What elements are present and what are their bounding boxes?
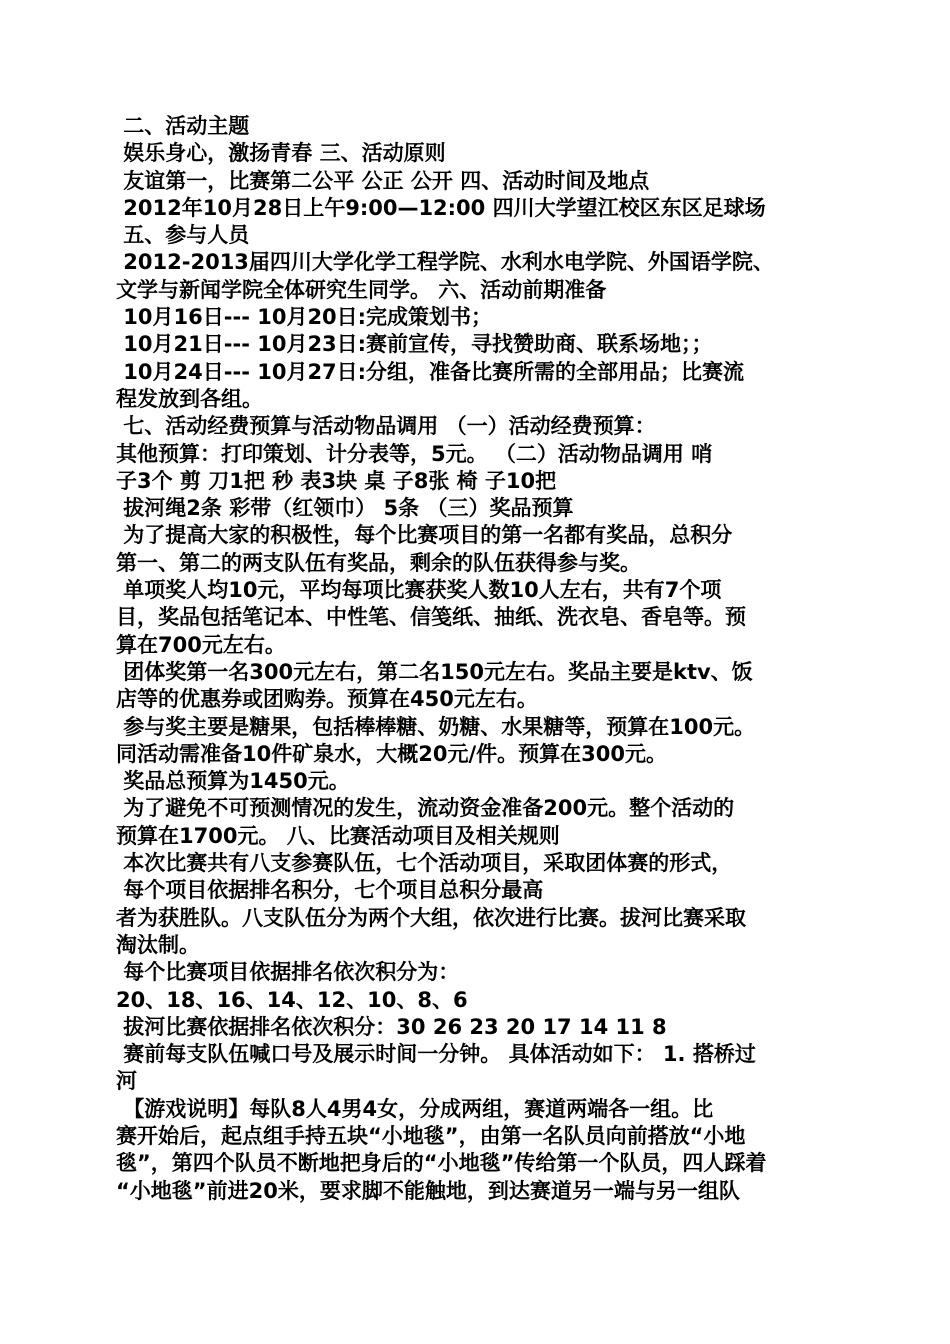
text-line: 奖品总预算为1450元。 — [116, 769, 350, 794]
text-line: 目，奖品包括笔记本、中性笔、信笺纸、抽纸、洗衣皂、香皂等。预 — [116, 605, 746, 630]
text-line: 每个项目依据排名积分，七个项目总积分最高 — [116, 878, 544, 903]
text-line: 赛前每支队伍喊口号及展示时间一分钟。 具体活动如下： 1. 搭桥过 — [116, 1042, 756, 1067]
text-line: 2012-2013届四川大学化学工程学院、水利水电学院、外国语学院、 — [116, 250, 774, 275]
text-line: 娱乐身心，激扬青春 三、活动原则 — [116, 141, 446, 166]
text-line: 程发放到各组。 — [116, 386, 263, 411]
text-line: 【游戏说明】每队8人4男4女，分成两组，赛道两端各一组。比 — [116, 1096, 714, 1121]
text-line: 单项奖人均10元，平均每项比赛获奖人数10人左右，共有7个项 — [116, 578, 722, 603]
text-line: 文学与新闻学院全体研究生同学。 六、活动前期准备 — [116, 277, 607, 302]
text-line: 者为获胜队。八支队伍分为两个大组，依次进行比赛。拔河比赛采取 — [116, 905, 746, 930]
text-line: 10月24日--- 10月27日:分组，准备比赛所需的全部用品；比赛流 — [116, 359, 745, 384]
heading-budget: 七、活动经费预算与活动物品调用 （一）活动经费预算： — [116, 414, 656, 439]
text-line: 毯”，第四个队员不断地把身后的“小地毯”传给第一个队员，四人踩着 — [116, 1151, 767, 1176]
text-line: 2012年10月28日上午9:00—12:00 四川大学望江校区东区足球场 — [116, 195, 766, 220]
text-line: 本次比赛共有八支参赛队伍，七个活动项目，采取团体赛的形式， — [116, 851, 733, 876]
text-line: 淘汰制。 — [116, 932, 200, 957]
text-line: 河 — [116, 1069, 137, 1094]
text-line: 友谊第一，比赛第二公平 公正 公开 四、活动时间及地点 — [116, 168, 650, 193]
text-line: 拔河绳2条 彩带（红领巾） 5条 （三）奖品预算 — [116, 496, 574, 521]
text-line: 10月16日--- 10月20日:完成策划书； — [116, 305, 493, 330]
text-line: 赛开始后，起点组手持五块“小地毯”，由第一名队员向前搭放“小地 — [116, 1123, 746, 1148]
text-line: 同活动需准备10件矿泉水，大概20元/件。预算在300元。 — [116, 741, 667, 766]
text-line: 团体奖第一名300元左右，第二名150元左右。奖品主要是ktv、饭 — [116, 659, 753, 684]
heading-participants: 五、参与人员 — [116, 223, 250, 248]
text-line: 每个比赛项目依据排名依次积分为： — [116, 960, 460, 985]
text-line: 其他预算：打印策划、计分表等，5元。 （二）活动物品调用 哨 — [116, 441, 713, 466]
text-line: 参与奖主要是糖果，包括棒棒糖、奶糖、水果糖等，预算在100元。 — [116, 714, 756, 739]
text-line: 预算在1700元。 八、比赛活动项目及相关规则 — [116, 823, 560, 848]
document-body — [116, 113, 838, 1205]
text-line: 为了避免不可预测情况的发生，流动资金准备200元。整个活动的 — [116, 796, 735, 821]
score-list: 20、18、16、14、12、10、8、6 — [116, 987, 468, 1012]
text-line: 店等的优惠券或团购券。预算在450元左右。 — [116, 687, 538, 712]
heading-activity-theme: 二、活动主题 — [116, 114, 250, 138]
text-line: 算在700元左右。 — [116, 632, 286, 657]
text-line: 第一、第二的两支队伍有奖品，剩余的队伍获得参与奖。 — [116, 550, 641, 575]
text-line: 子3个 剪 刀1把 秒 表3块 桌 子8张 椅 子10把 — [116, 468, 557, 493]
tug-of-war-score-list: 拔河比赛依据排名依次积分：30 26 23 20 17 14 11 8 — [116, 1014, 667, 1039]
text-line: 为了提高大家的积极性，每个比赛项目的第一名都有奖品，总积分 — [116, 523, 733, 548]
text-line: “小地毯”前进20米，要求脚不能触地，到达赛道另一端与另一组队 — [116, 1178, 740, 1203]
text-line: 10月21日--- 10月23日:赛前宣传，寻找赞助商、联系场地；； — [116, 332, 713, 357]
